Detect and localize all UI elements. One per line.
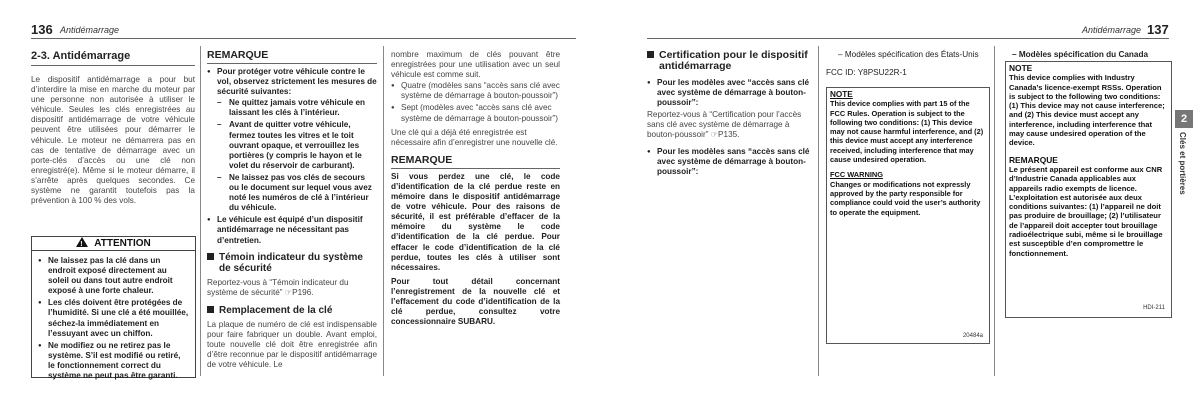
right-running-title: Antidémarrage	[1082, 25, 1142, 35]
left-column-1	[31, 50, 195, 206]
attention-item: ● Les clés doivent être protégées de l’humidité. Si une clé a été mouillée, séchez-la immédiatement en l’essuyant avec un chiffon.	[38, 298, 189, 338]
chapter-tab-label: Clés et portières	[1178, 132, 1187, 195]
attention-header	[32, 237, 195, 251]
right-page-number: 137	[1147, 22, 1169, 37]
remarque-sub-item: – Avant de quitter votre véhicule, fermez toutes les vitres et le toit ouvrant opaque, et verrouillez les portières (y compris le hayon et le volet du réservoir de carburant).	[217, 120, 377, 170]
cert-item-text: Reportez-vous à “Certification pour l’accès sans clé avec système de démarrage à bouton-poussoir” ☞P135.	[647, 110, 802, 140]
intro-paragraph: Le dispositif antidémarrage a pour but d’interdire la mise en marche du moteur par une personne non autorisée à utiliser le véhicule. Seules les clés enregistrées au dispositif antidémarrage de votre véhicule peuvent être utilisées pour démarrer le véhicule. Le moteur ne démarrera pas en cas de tentative de démarrage avec un porte-clés d’accès ou une clé non enregistré(e). Même si le moteur démarre, il s’arrête après quelques secondes. Ce système ne garantit toutefois pas la prévention à 100 % des vols.	[31, 75, 195, 206]
attention-item: ● Ne modifiez ou ne retirez pas le système. S’il est modifié ou retiré, le fonctionnement correct du système ne peut pas être garanti.	[38, 341, 189, 381]
cert-list	[647, 147, 814, 177]
temoin-title: Témoin indicateur du système de sécurité	[219, 251, 363, 274]
canada-label-box	[1005, 61, 1172, 318]
remarque2-paragraph: Si vous perdez une clé, le code d’identification de la clé perdue reste en mémoire dans le dispositif antidémarrage de votre véhicule. Pour des raisons de sécurité, il est préférable d’effacer de la mémoire du système le code d’identification de la clé perdue. Pour effacer le code d’identification de la clé perdue, toutes les clés à utiliser sont nécessaires.	[391, 171, 560, 272]
column-divider	[383, 46, 384, 376]
remarque-rule	[207, 63, 377, 64]
cert-heading	[647, 50, 814, 72]
fcc-label-content	[827, 88, 989, 219]
attention-title: ATTENTION	[94, 238, 151, 249]
remarque-list	[207, 67, 377, 246]
col3-paragraph: nombre maximum de clés pouvant être enregistrées pour une utilisation avec un seul véhicule est comme suit.	[391, 50, 560, 80]
key-count-item: ● Sept (modèles avec “accès sans clé avec système de démarrage à bouton-poussoir”)	[391, 103, 560, 123]
canada-note-text: This device complies with Industry Canada’s licence-exempt RSSs. Operation is subject to the following two conditions: (1) This device may not cause interference; and (2) This device must accept any interference, including interference that may cause undesired operation of the device.	[1009, 73, 1165, 148]
right-column-3	[1000, 50, 1170, 60]
cert-item: ● Pour les modèles avec “accès sans clé avec système de démarrage à bouton-poussoir”:	[647, 78, 814, 108]
remarque2-paragraph: Pour tout détail concernant l’enregistrement de la nouvelle clé et l’effacement du code d’identification de la clé perdue, consultez votre concessionnaire SUBARU.	[391, 276, 560, 327]
canada-remarque-text: Le présent appareil est conforme aux CNR d’Industrie Canada applicables aux appareils radio exempts de licence. L’exploitation est autorisée aux deux conditions suivantes: (1) l’appareil ne doit pas produire de brouillage; (2) l’utilisateur de l’appareil doit accepter tout brouillage radioélectrique subi, même si le brouillage est susceptible d’en compromettre le fonctionnement.	[1009, 164, 1163, 258]
section-square-icon	[207, 253, 214, 260]
remarque-sub-item: – Ne laissez pas vos clés de secours ou le document sur lequel vous avez noté les numéros de clé à l’intérieur du véhicule.	[217, 173, 377, 213]
section-title-rule	[31, 65, 195, 66]
temoin-text: Reportez-vous à “Témoin indicateur du système de sécurité” ☞P196.	[207, 277, 349, 297]
canada-label-code: HDI-211	[1143, 305, 1165, 311]
fcc-warning-text: Changes or modifications not expressly approved by the party responsible for compliance could void the user’s authority to operate the equipment.	[830, 179, 981, 217]
us-heading: – Modèles spécification des États-Unis	[838, 50, 979, 59]
remarque2-rule	[391, 168, 560, 169]
section-square-icon	[207, 306, 214, 313]
remarque-lead-text: Pour protéger votre véhicule contre le vol, observez strictement les mesures de sécurité suivantes:	[217, 67, 377, 97]
left-column-2	[207, 50, 377, 370]
left-page-number: 136	[31, 22, 53, 37]
right-column-1	[647, 50, 814, 179]
column-divider	[994, 46, 995, 376]
fcc-warning-title: FCC WARNING	[830, 170, 883, 180]
attention-item: ● Ne laissez pas la clé dans un endroit exposé directement au soleil ou dans tout autre endroit exposé à une forte chaleur.	[38, 256, 189, 296]
section-square-icon	[647, 51, 654, 58]
left-running-title: Antidémarrage	[60, 25, 120, 35]
canada-remarque-title: REMARQUE	[1009, 154, 1058, 165]
fcc-note-title: NOTE	[830, 90, 853, 99]
key-count-list	[391, 81, 560, 123]
remarque-sublist	[217, 98, 377, 213]
remplacement-heading	[207, 305, 377, 316]
attention-box	[31, 236, 196, 381]
cert-title: Certification pour le dispositif antidémarrage	[659, 49, 808, 72]
remarque-sub-item: – Ne quittez jamais votre véhicule en laissant les clés à l’intérieur.	[217, 98, 377, 118]
section-title: 2-3. Antidémarrage	[31, 50, 131, 62]
left-header-rule	[31, 38, 576, 39]
temoin-heading	[207, 252, 377, 274]
attention-list	[32, 251, 195, 381]
chapter-tab-number: 2	[1175, 110, 1193, 128]
remplacement-text: La plaque de numéro de clé est indispensable pour faire fabriquer un double. Avant emploi, toute nouvelle clé doit être enregistrée afin d’être reconnue par le dispositif antidémarrage de votre véhicule. Le	[207, 319, 377, 370]
remplacement-title: Remplacement de la clé	[219, 304, 333, 316]
fcc-label-box	[826, 87, 990, 344]
column-divider	[818, 46, 819, 376]
fcc-id: FCC ID: Y8PSU22R-1	[826, 68, 907, 78]
remarque-item: ● Le véhicule est équipé d’un dispositif antidémarrage ne nécessitant pas d’entretien.	[207, 215, 377, 245]
remarque-lead	[207, 67, 377, 213]
key-count-item: ● Quatre (modèles sans “accès sans clé avec système de démarrage à bouton-poussoir”)	[391, 81, 560, 101]
fcc-note-text: This device complies with part 15 of the FCC Rules. Operation is subject to the following two conditions: (1) This device may not cause harmful interference, and (2) this device must accept any interference received, including interference that may cause undesired operation.	[830, 99, 984, 165]
canada-label-content	[1006, 62, 1171, 260]
column-divider	[200, 46, 201, 376]
left-column-3	[391, 50, 560, 327]
remarque-title: REMARQUE	[207, 49, 269, 61]
right-header-rule	[647, 38, 1169, 39]
warning-triangle-icon: !	[76, 237, 88, 247]
remarque2-title: REMARQUE	[391, 153, 453, 166]
cert-list	[647, 78, 814, 108]
cert-item: ● Pour les modèles sans “accès sans clé avec système de démarrage à bouton-poussoir”:	[647, 147, 814, 177]
col3-paragraph: Une clé qui a déjà été enregistrée est nécessaire afin d’enregistrer une nouvelle clé.	[391, 127, 558, 147]
fcc-label-code: 20484a	[962, 333, 983, 339]
right-column-2	[826, 50, 988, 78]
canada-heading: – Modèles spécification du Canada	[1012, 50, 1149, 59]
canada-note-title: NOTE	[1009, 63, 1033, 73]
